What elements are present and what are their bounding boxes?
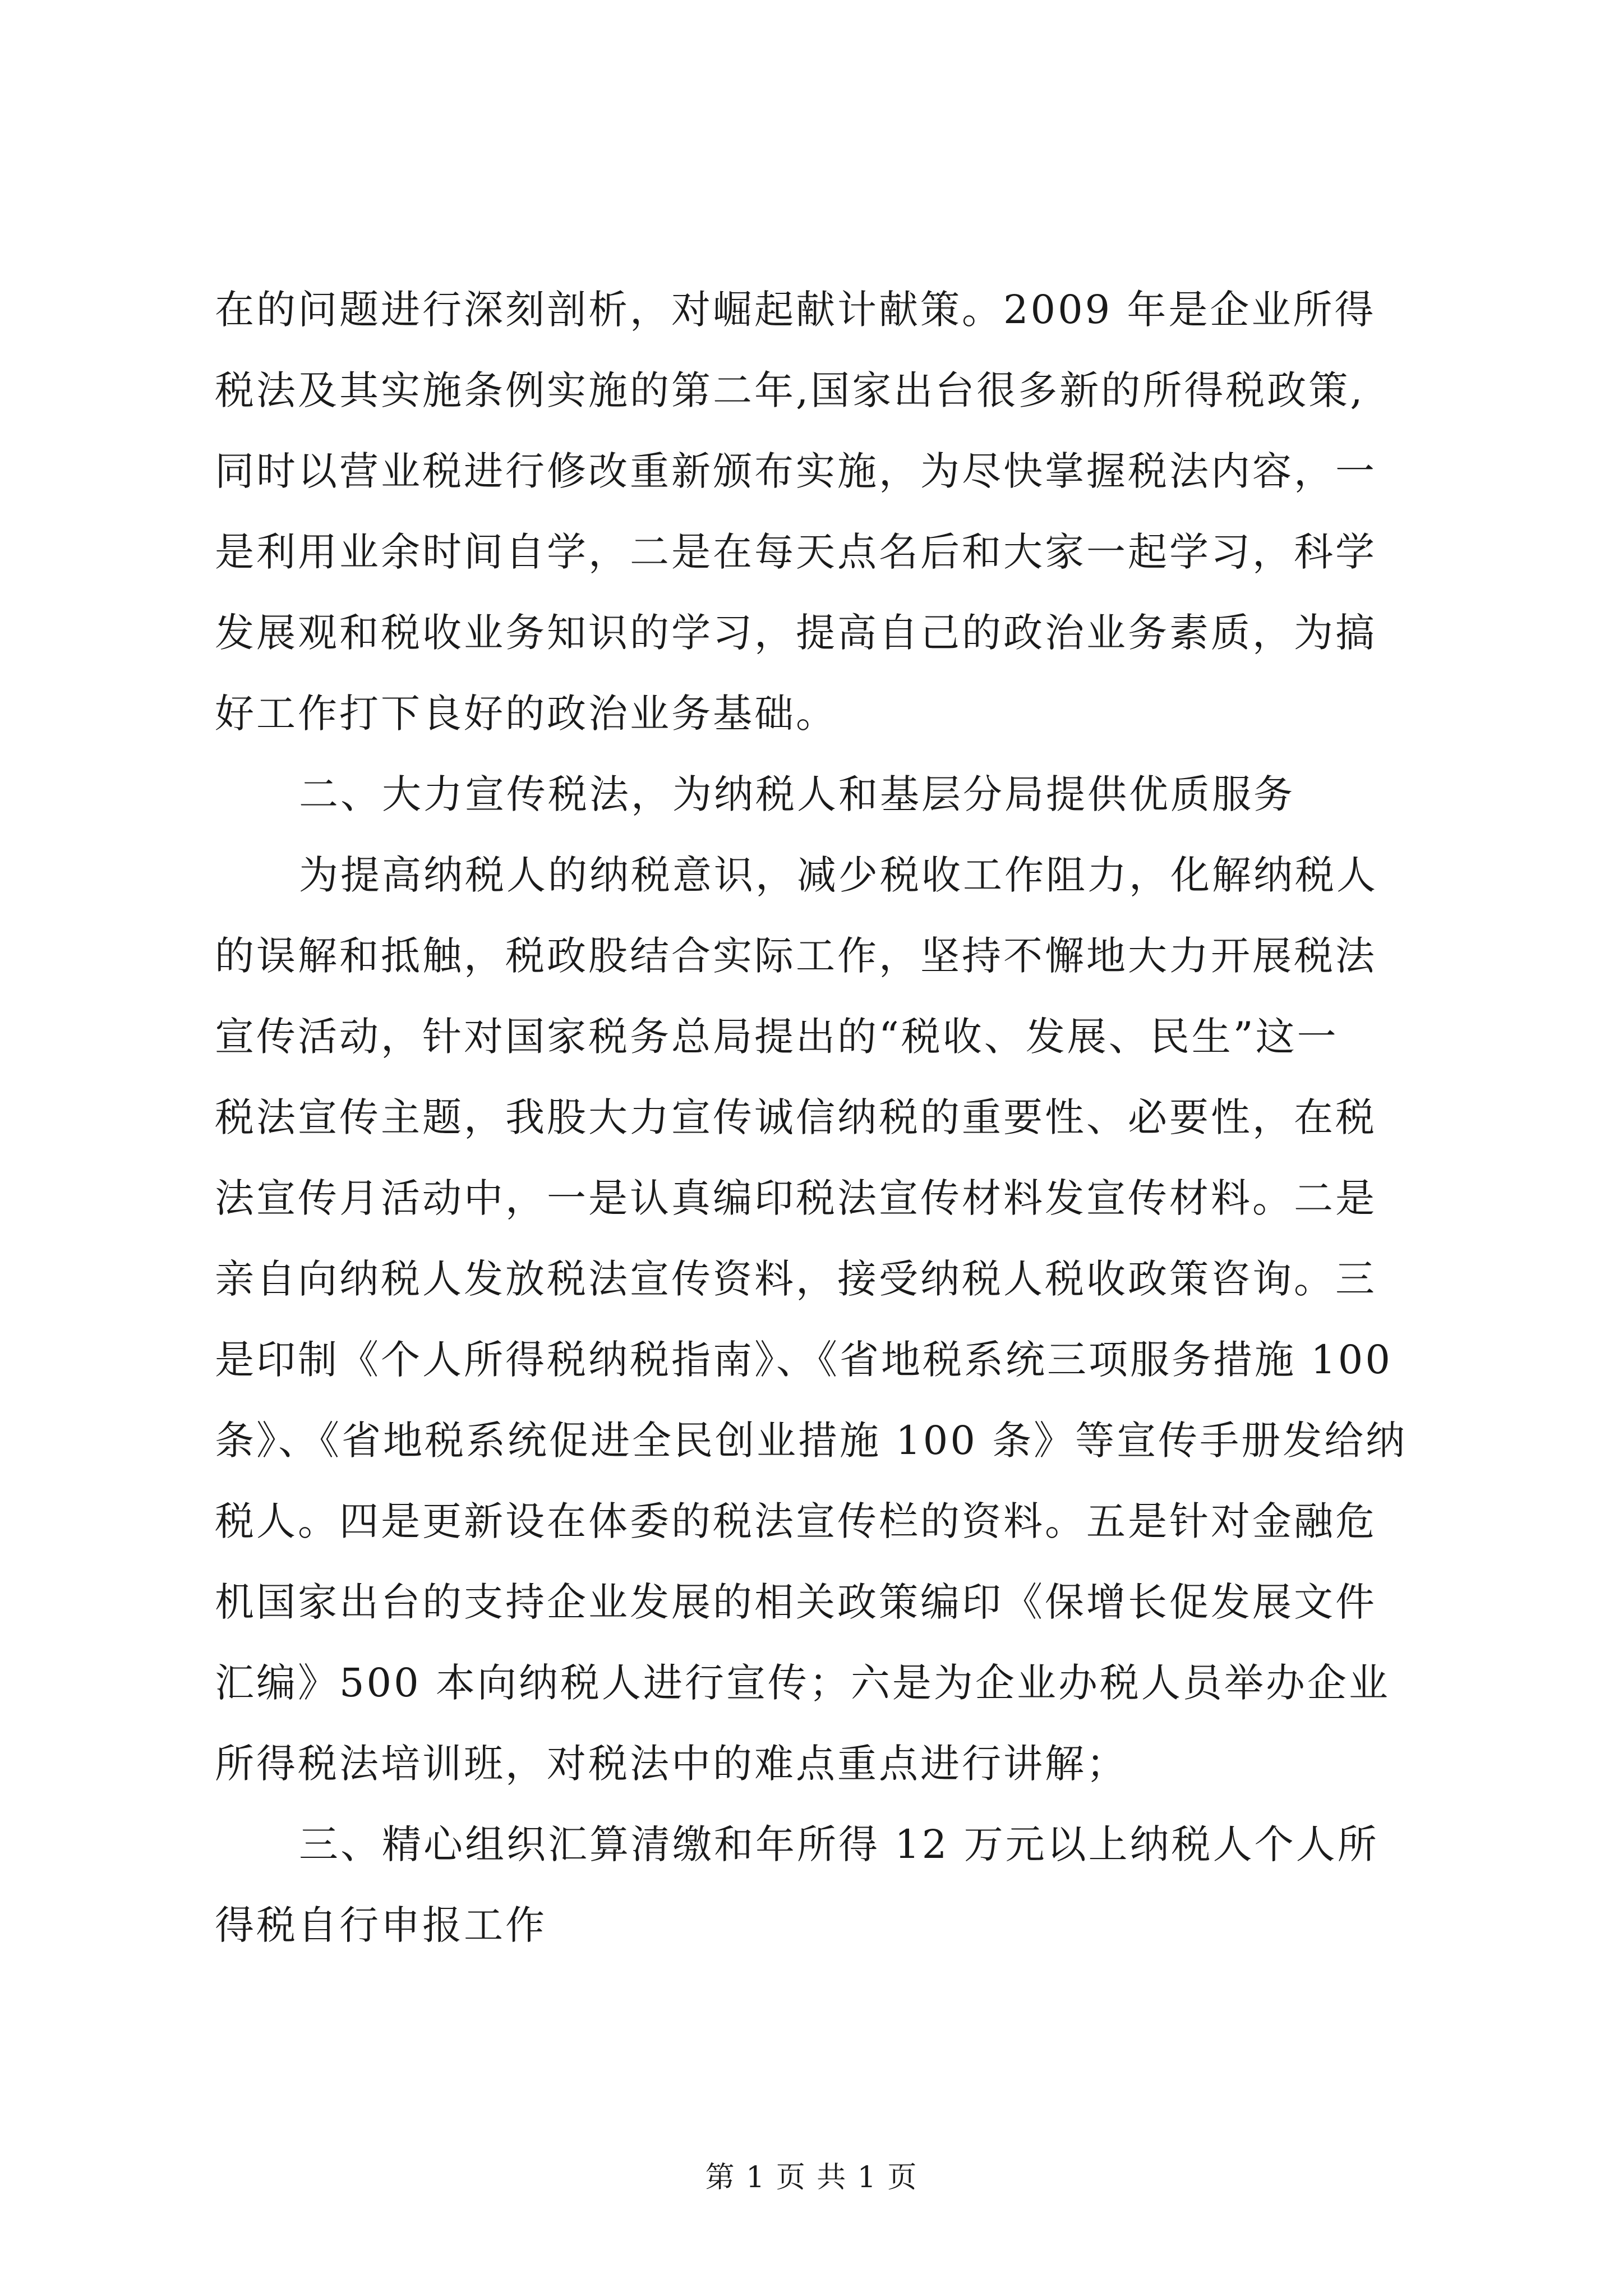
text-line: 发展观和税收业务知识的学习，提高自己的政治业务素质，为搞 bbox=[215, 610, 1377, 656]
document-body bbox=[215, 269, 1426, 1966]
page-footer: 第 1 页 共 1 页 bbox=[705, 2161, 918, 2194]
text-line: 税人。四是更新设在体委的税法宣传栏的资料。五是针对金融危 bbox=[215, 1498, 1377, 1544]
text-line: 法宣传月活动中，一是认真编印税法宣传材料发宣传材料。二是 bbox=[215, 1175, 1377, 1221]
text-line: 宣传活动，针对国家税务总局提出的“税收、发展、民生”这一 bbox=[215, 1014, 1339, 1060]
text-line: 税法宣传主题，我股大力宣传诚信纳税的重要性、必要性，在税 bbox=[215, 1094, 1377, 1140]
text-line: 条》、《省地税系统促进全民创业措施 100 条》等宣传手册发给纳 bbox=[215, 1418, 1408, 1464]
text-line: 为提高纳税人的纳税意识，减少税收工作阻力，化解纳税人 bbox=[299, 852, 1378, 898]
text-line: 机国家出台的支持企业发展的相关政策编印《保增长促发展文件 bbox=[215, 1579, 1377, 1625]
text-line: 是利用业余时间自学，二是在每天点名后和大家一起学习，科学 bbox=[215, 529, 1377, 575]
text-line: 亲自向纳税人发放税法宣传资料，接受纳税人税收政策咨询。三 bbox=[215, 1256, 1377, 1302]
text-line: 在的问题进行深刻剖析，对崛起献计献策。2009 年是企业所得 bbox=[215, 287, 1376, 333]
text-line: 三、精心组织汇算清缴和年所得 12 万元以上纳税人个人所 bbox=[299, 1821, 1379, 1867]
text-line: 同时以营业税进行修改重新颁布实施，为尽快掌握税法内容，一 bbox=[215, 448, 1377, 494]
text-line: 好工作打下良好的政治业务基础。 bbox=[215, 691, 837, 737]
text-line: 汇编》500 本向纳税人进行宣传；六是为企业办税人员举办企业 bbox=[215, 1660, 1390, 1706]
text-line: 税法及其实施条例实施的第二年,国家出台很多新的所得税政策, bbox=[215, 367, 1365, 413]
text-line: 得税自行申报工作 bbox=[215, 1902, 547, 1948]
text-line: 是印制《个人所得税纳税指南》、《省地税系统三项服务措施 100 bbox=[215, 1337, 1393, 1383]
text-line: 二、大力宣传税法，为纳税人和基层分局提供优质服务 bbox=[299, 771, 1295, 817]
text-line: 的误解和抵触，税政股结合实际工作，坚持不懈地大力开展税法 bbox=[215, 933, 1377, 979]
text-line: 所得税法培训班，对税法中的难点重点进行讲解； bbox=[215, 1741, 1128, 1787]
